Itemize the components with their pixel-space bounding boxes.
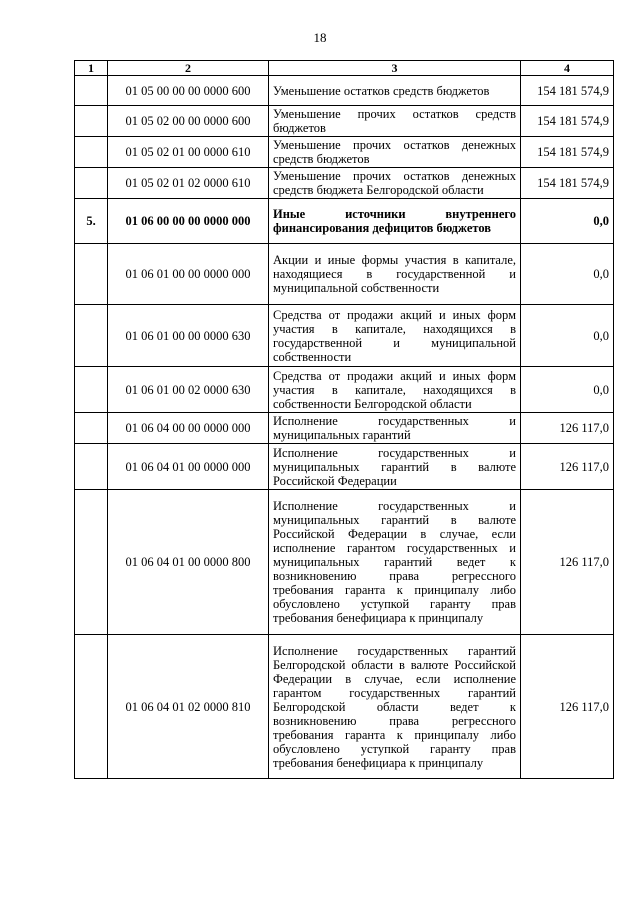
row-number	[75, 490, 108, 635]
budget-code: 01 06 01 00 02 0000 630	[108, 367, 269, 413]
header-col-1: 1	[75, 61, 108, 76]
budget-sources-table	[74, 60, 614, 779]
table-row	[75, 76, 614, 106]
row-number	[75, 168, 108, 199]
row-number	[75, 635, 108, 779]
table-row	[75, 367, 614, 413]
row-description: Уменьшение остатков средств бюджетов	[269, 76, 521, 106]
row-description: Уменьшение прочих остатков средств бюджетов	[269, 106, 521, 137]
budget-code: 01 06 04 01 00 0000 800	[108, 490, 269, 635]
budget-code: 01 05 02 01 02 0000 610	[108, 168, 269, 199]
header-col-4: 4	[521, 61, 614, 76]
row-number	[75, 305, 108, 367]
row-description: Акции и иные формы участия в капитале, находящиеся в государственной и муниципальной собственности	[269, 244, 521, 305]
row-number	[75, 413, 108, 444]
table-row	[75, 199, 614, 244]
row-number	[75, 106, 108, 137]
table-row	[75, 168, 614, 199]
row-description: Уменьшение прочих остатков денежных средств бюджетов	[269, 137, 521, 168]
row-description: Иные источники внутреннего финансирования дефицитов бюджетов	[269, 199, 521, 244]
row-description: Средства от продажи акций и иных форм участия в капитале, находящихся в государственной и муниципальной собственности	[269, 305, 521, 367]
row-amount: 0,0	[521, 244, 614, 305]
budget-code: 01 06 00 00 00 0000 000	[108, 199, 269, 244]
budget-code: 01 05 02 00 00 0000 600	[108, 106, 269, 137]
table-row	[75, 444, 614, 490]
row-description: Уменьшение прочих остатков денежных средств бюджета Белгородской области	[269, 168, 521, 199]
row-amount: 126 117,0	[521, 413, 614, 444]
row-amount: 154 181 574,9	[521, 106, 614, 137]
row-amount: 154 181 574,9	[521, 168, 614, 199]
row-amount: 0,0	[521, 367, 614, 413]
row-amount: 0,0	[521, 199, 614, 244]
row-number: 5.	[75, 199, 108, 244]
row-description: Средства от продажи акций и иных форм участия в капитале, находящихся в собственности Белгородской области	[269, 367, 521, 413]
row-amount: 126 117,0	[521, 490, 614, 635]
table-row	[75, 490, 614, 635]
row-number	[75, 444, 108, 490]
row-description: Исполнение государственных и муниципальных гарантий в валюте Российской Федерации	[269, 444, 521, 490]
row-number	[75, 137, 108, 168]
table-row	[75, 413, 614, 444]
table-body	[75, 76, 614, 779]
budget-code: 01 06 01 00 00 0000 630	[108, 305, 269, 367]
row-description: Исполнение государственных гарантий Белгородской области в валюте Российской Федерации в случае, если исполнение гарантом государственных гарантий Белгородской области ведет к возникновению права регрессного требования гаранта к принципалу либо обусловлено уступкой гаранту прав требования бенефициара к принципалу	[269, 635, 521, 779]
row-number	[75, 244, 108, 305]
table-row	[75, 137, 614, 168]
row-description: Исполнение государственных и муниципальных гарантий	[269, 413, 521, 444]
budget-code: 01 06 04 01 02 0000 810	[108, 635, 269, 779]
row-number	[75, 367, 108, 413]
table-row	[75, 244, 614, 305]
table-header-row	[75, 61, 614, 76]
row-amount: 126 117,0	[521, 635, 614, 779]
row-amount: 154 181 574,9	[521, 137, 614, 168]
header-col-3: 3	[269, 61, 521, 76]
row-amount: 126 117,0	[521, 444, 614, 490]
budget-code: 01 05 00 00 00 0000 600	[108, 76, 269, 106]
budget-code: 01 05 02 01 00 0000 610	[108, 137, 269, 168]
table-row	[75, 106, 614, 137]
row-description: Исполнение государственных и муниципальных гарантий в валюте Российской Федерации в случае, если исполнение гарантом государственных и муниципальных гарантий ведет к возникновению права регрессного требования гаранта к принципалу либо обусловлено уступкой гаранту прав требования бенефициара к принципалу	[269, 490, 521, 635]
row-amount: 154 181 574,9	[521, 76, 614, 106]
page-number: 18	[313, 30, 327, 45]
row-number	[75, 76, 108, 106]
budget-code: 01 06 04 01 00 0000 000	[108, 444, 269, 490]
budget-code: 01 06 01 00 00 0000 000	[108, 244, 269, 305]
header-col-2: 2	[108, 61, 269, 76]
table-row	[75, 635, 614, 779]
row-amount: 0,0	[521, 305, 614, 367]
budget-code: 01 06 04 00 00 0000 000	[108, 413, 269, 444]
table-row	[75, 305, 614, 367]
